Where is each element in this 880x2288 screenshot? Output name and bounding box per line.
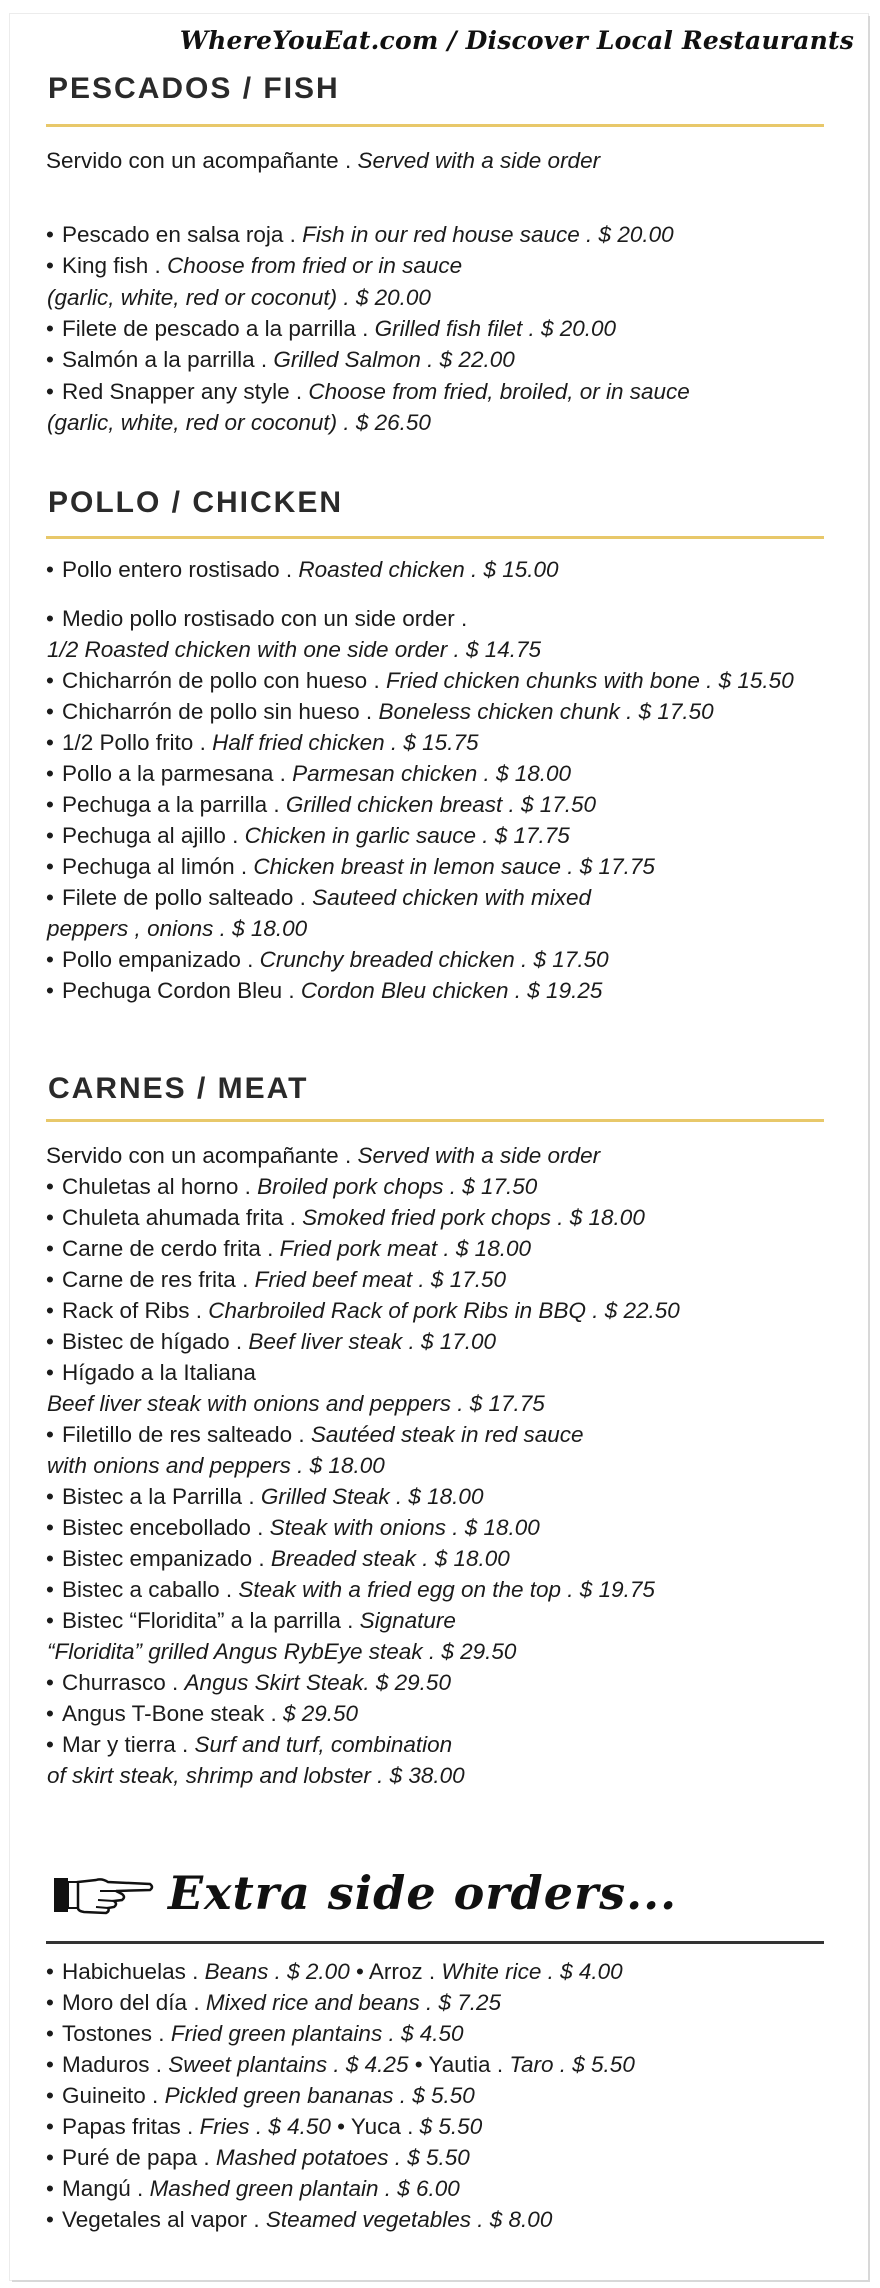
menu-item-line bbox=[46, 2083, 475, 2109]
bullet-icon: • bbox=[46, 1422, 54, 1447]
item-description: Fried beef meat . $ 17.50 bbox=[254, 1267, 506, 1292]
menu-item-line bbox=[46, 1298, 680, 1324]
item-name: Mangú . bbox=[62, 2176, 150, 2201]
bullet-icon: • bbox=[46, 2114, 54, 2139]
item-name: Medio pollo rostisado con un side order . bbox=[62, 606, 468, 631]
menu-item-line bbox=[46, 2114, 482, 2140]
item-name: Bistec de hígado . bbox=[62, 1329, 249, 1354]
bullet-icon: • bbox=[46, 1701, 54, 1726]
menu-item-line bbox=[46, 1546, 510, 1572]
menu-item-line bbox=[46, 1236, 531, 1262]
menu-item-line bbox=[46, 854, 655, 880]
menu-item-line bbox=[46, 1959, 623, 1985]
bullet-icon: • bbox=[46, 1174, 54, 1199]
item-name: Vegetales al vapor . bbox=[62, 2207, 266, 2232]
item-description: Sautéed steak in red sauce bbox=[310, 1422, 584, 1447]
bullet-icon: • bbox=[46, 2207, 54, 2232]
intro-english: Served with a side order bbox=[357, 1143, 601, 1168]
item-description: 1/2 Roasted chicken with one side order . $ 14.75 bbox=[47, 637, 542, 662]
menu-item-line bbox=[46, 379, 690, 405]
item-name: 1/2 Pollo frito . bbox=[62, 730, 213, 755]
item-description: (garlic, white, red or coconut) . $ 26.50 bbox=[47, 409, 431, 435]
bullet-icon: • bbox=[46, 2176, 54, 2201]
item-description: Fried pork meat . $ 18.00 bbox=[279, 1236, 531, 1261]
menu-item-line bbox=[46, 947, 609, 973]
item-name: Salmón a la parrilla . bbox=[62, 347, 274, 373]
menu-item-line bbox=[46, 1422, 584, 1448]
section-rule bbox=[46, 124, 824, 127]
item-name: Bistec encebollado . bbox=[62, 1515, 270, 1540]
item-name: Chuleta ahumada frita . bbox=[62, 1205, 303, 1230]
bullet-icon: • bbox=[46, 315, 54, 341]
menu-item-line bbox=[46, 1608, 456, 1634]
item-description: Sweet plantains . $ 4.25 bbox=[168, 2052, 415, 2077]
menu-item-line bbox=[46, 557, 559, 583]
item-name: Pollo entero rostisado . bbox=[62, 557, 299, 582]
item-description: Angus Skirt Steak. $ 29.50 bbox=[184, 1670, 451, 1695]
item-description: with onions and peppers . $ 18.00 bbox=[47, 1453, 385, 1478]
bullet-icon: • bbox=[46, 2145, 54, 2170]
menu-item-line bbox=[46, 668, 794, 694]
bullet-icon: • bbox=[46, 2052, 54, 2077]
section-title-meat: CARNES / MEAT bbox=[48, 1072, 309, 1105]
item-name: Bistec “Floridita” a la parrilla . bbox=[62, 1608, 360, 1633]
menu-item-line bbox=[46, 1360, 256, 1386]
bullet-icon: • bbox=[46, 978, 54, 1003]
item-description: Charbroiled Rack of pork Ribs in BBQ . $ 22.50 bbox=[208, 1298, 680, 1323]
item-description: Steak with a fried egg on the top . $ 19.75 bbox=[238, 1577, 655, 1602]
bullet-icon: • bbox=[46, 1732, 54, 1757]
item-description: Smoked fried pork chops . $ 18.00 bbox=[302, 1205, 645, 1230]
bullet-icon: • bbox=[46, 1360, 54, 1385]
item-name: Carne de res frita . bbox=[62, 1267, 255, 1292]
item-name: Filete de pescado a la parrilla . bbox=[62, 315, 375, 341]
item-description: Taro . $ 5.50 bbox=[509, 2052, 635, 2077]
bullet-icon: • bbox=[46, 253, 54, 279]
item-description: (garlic, white, red or coconut) . $ 20.00 bbox=[47, 284, 431, 310]
menu-item-line bbox=[46, 1732, 452, 1758]
menu-item-line bbox=[46, 1267, 506, 1293]
section-rule bbox=[46, 536, 824, 539]
menu-item-line bbox=[46, 2145, 470, 2171]
item-name: Papas fritas . bbox=[62, 2114, 200, 2139]
item-name: Filete de pollo salteado . bbox=[62, 885, 313, 910]
section-title-sides: Extra side orders... bbox=[168, 1866, 678, 1920]
menu-item-line bbox=[46, 1577, 655, 1603]
bullet-icon: • bbox=[46, 730, 54, 755]
menu-item-line bbox=[46, 1701, 358, 1727]
item-description: Boneless chicken chunk . $ 17.50 bbox=[378, 699, 714, 724]
menu-item-line bbox=[47, 1639, 516, 1665]
item-description: Parmesan chicken . $ 18.00 bbox=[292, 761, 572, 786]
item-description: Signature bbox=[359, 1608, 456, 1633]
item-description: Chicken in garlic sauce . $ 17.75 bbox=[244, 823, 570, 848]
section-rule bbox=[46, 1119, 824, 1122]
intro-english: Served with a side order bbox=[357, 148, 601, 173]
menu-item-line bbox=[46, 2052, 635, 2078]
bullet-icon: • bbox=[46, 1298, 54, 1323]
menu-item-line bbox=[46, 2021, 464, 2047]
item-name: Pechuga Cordon Bleu . bbox=[62, 978, 301, 1003]
bullet-icon: • bbox=[46, 823, 54, 848]
item-name: Churrasco . bbox=[62, 1670, 185, 1695]
item-name: Habichuelas . bbox=[62, 1959, 205, 1984]
menu-item-line bbox=[46, 792, 596, 818]
item-name: Chicharrón de pollo con hueso . bbox=[62, 668, 386, 693]
bullet-icon: • bbox=[46, 1205, 54, 1230]
bullet-icon: • bbox=[46, 222, 54, 247]
item-description: Beef liver steak . $ 17.00 bbox=[248, 1329, 497, 1354]
item-description: Steak with onions . $ 18.00 bbox=[269, 1515, 540, 1540]
menu-item-line bbox=[46, 1174, 537, 1200]
item-name: Pechuga al limón . bbox=[62, 854, 254, 879]
item-description: Sauteed chicken with mixed bbox=[312, 885, 592, 910]
item-description: Fried green plantains . $ 4.50 bbox=[170, 2021, 464, 2046]
item-name: Maduros . bbox=[62, 2052, 169, 2077]
item-description: of skirt steak, shrimp and lobster . $ 38.00 bbox=[47, 1763, 465, 1788]
bullet-icon: • bbox=[46, 1546, 54, 1571]
item-description: Mashed green plantain . $ 6.00 bbox=[149, 2176, 460, 2201]
item-description: Grilled Steak . $ 18.00 bbox=[260, 1484, 484, 1509]
item-name: • Yuca . bbox=[337, 2114, 420, 2139]
menu-item-line bbox=[46, 2176, 460, 2202]
bullet-icon: • bbox=[46, 557, 54, 582]
bullet-icon: • bbox=[46, 1484, 54, 1509]
item-description: Surf and turf, combination bbox=[194, 1732, 453, 1757]
menu-item-line bbox=[47, 1763, 465, 1789]
item-name: Puré de papa . bbox=[62, 2145, 216, 2170]
menu-item-line bbox=[47, 637, 541, 663]
item-name: • Yautia . bbox=[414, 2052, 510, 2077]
item-name: Chicharrón de pollo sin hueso . bbox=[62, 699, 379, 724]
bullet-icon: • bbox=[46, 347, 54, 373]
item-description: Steamed vegetables . $ 8.00 bbox=[265, 2207, 553, 2232]
item-description: Choose from fried or in sauce bbox=[167, 253, 463, 279]
bullet-icon: • bbox=[46, 668, 54, 693]
bullet-icon: • bbox=[46, 885, 54, 910]
item-name: Pollo a la parmesana . bbox=[62, 761, 293, 786]
menu-item-line bbox=[46, 730, 478, 756]
item-name: Chuletas al horno . bbox=[62, 1174, 258, 1199]
item-description: Chicken breast in lemon sauce . $ 17.75 bbox=[253, 854, 655, 879]
section-rule bbox=[46, 1941, 824, 1944]
site-banner: WhereYouEat.com / Discover Local Restaurants bbox=[179, 26, 854, 55]
menu-item-line bbox=[46, 761, 571, 787]
bullet-icon: • bbox=[46, 606, 54, 631]
menu-item-line bbox=[47, 410, 431, 436]
menu-item-line bbox=[46, 222, 674, 248]
bullet-icon: • bbox=[46, 947, 54, 972]
menu-item-line bbox=[47, 916, 307, 942]
item-description: Roasted chicken . $ 15.00 bbox=[298, 557, 559, 582]
intro-spanish: Servido con un acompañante . bbox=[46, 148, 358, 173]
item-description: Grilled Salmon . $ 22.00 bbox=[273, 347, 515, 373]
item-description: Mixed rice and beans . $ 7.25 bbox=[205, 1990, 502, 2015]
item-name: Filetillo de res salteado . bbox=[62, 1422, 311, 1447]
item-name: Carne de cerdo frita . bbox=[62, 1236, 280, 1261]
menu-item-line bbox=[46, 606, 467, 632]
menu-item-line bbox=[46, 885, 591, 911]
item-name: Red Snapper any style . bbox=[62, 378, 309, 404]
bullet-icon: • bbox=[46, 1236, 54, 1261]
menu-item-line bbox=[46, 978, 602, 1004]
section-intro-fish bbox=[46, 148, 600, 174]
item-description: Half fried chicken . $ 15.75 bbox=[212, 730, 479, 755]
item-description: Crunchy breaded chicken . $ 17.50 bbox=[259, 947, 609, 972]
menu-item-line bbox=[47, 1391, 545, 1417]
item-description: peppers , onions . $ 18.00 bbox=[47, 916, 308, 941]
menu-item-line bbox=[46, 316, 616, 342]
item-name: King fish . bbox=[62, 253, 168, 279]
section-title-fish: PESCADOS / FISH bbox=[48, 72, 340, 105]
menu-item-line bbox=[46, 1484, 483, 1510]
item-description: Cordon Bleu chicken . $ 19.25 bbox=[300, 978, 603, 1003]
menu-item-line bbox=[46, 1990, 501, 2016]
item-description: Choose from fried, broiled, or in sauce bbox=[308, 378, 690, 404]
section-intro-meat bbox=[46, 1143, 600, 1169]
item-name: Pescado en salsa roja . bbox=[62, 222, 303, 247]
item-description: White rice . $ 4.00 bbox=[441, 1959, 623, 1984]
item-description: Breaded steak . $ 18.00 bbox=[270, 1546, 510, 1571]
item-description: Pickled green bananas . $ 5.50 bbox=[164, 2083, 475, 2108]
item-description: $ 5.50 bbox=[419, 2114, 483, 2139]
item-description: Fried chicken chunks with bone . $ 15.50 bbox=[385, 668, 794, 693]
item-name: Moro del día . bbox=[62, 1990, 206, 2015]
intro-spanish: Servido con un acompañante . bbox=[46, 1143, 358, 1168]
bullet-icon: • bbox=[46, 1959, 54, 1984]
section-title-chicken: POLLO / CHICKEN bbox=[48, 486, 344, 519]
menu-item-line bbox=[46, 823, 570, 849]
bullet-icon: • bbox=[46, 2083, 54, 2108]
item-name: Angus T-Bone steak . bbox=[62, 1701, 283, 1726]
menu-item-line bbox=[46, 699, 714, 725]
bullet-icon: • bbox=[46, 761, 54, 786]
item-name: Pechuga al ajillo . bbox=[62, 823, 245, 848]
bullet-icon: • bbox=[46, 1990, 54, 2015]
item-name: • Arroz . bbox=[355, 1959, 442, 1984]
menu-item-line bbox=[46, 347, 515, 373]
item-description: Fries . $ 4.50 bbox=[199, 2114, 338, 2139]
menu-item-line bbox=[47, 285, 431, 311]
item-name: Bistec a caballo . bbox=[62, 1577, 239, 1602]
bullet-icon: • bbox=[46, 1577, 54, 1602]
bullet-icon: • bbox=[46, 1670, 54, 1695]
menu-item-line bbox=[46, 1205, 645, 1231]
menu-item-line bbox=[46, 2207, 552, 2233]
bullet-icon: • bbox=[46, 699, 54, 724]
item-description: Grilled chicken breast . $ 17.50 bbox=[285, 792, 597, 817]
menu-item-line bbox=[46, 253, 462, 279]
pointing-hand-icon bbox=[52, 1870, 154, 1916]
item-name: Guineito . bbox=[62, 2083, 165, 2108]
menu-item-line bbox=[46, 1329, 496, 1355]
menu-item-line bbox=[46, 1515, 540, 1541]
bullet-icon: • bbox=[46, 1329, 54, 1354]
menu-item-line bbox=[47, 1453, 385, 1479]
bullet-icon: • bbox=[46, 2021, 54, 2046]
bullet-icon: • bbox=[46, 792, 54, 817]
item-name: Pollo empanizado . bbox=[62, 947, 260, 972]
item-description: Beef liver steak with onions and peppers . $ 17.75 bbox=[47, 1391, 545, 1416]
item-name: Rack of Ribs . bbox=[62, 1298, 209, 1323]
item-name: Hígado a la Italiana bbox=[62, 1360, 256, 1385]
item-description: Beans . $ 2.00 bbox=[204, 1959, 356, 1984]
item-name: Mar y tierra . bbox=[62, 1732, 195, 1757]
item-name: Bistec a la Parrilla . bbox=[62, 1484, 261, 1509]
menu-item-line bbox=[46, 1670, 451, 1696]
item-description: Mashed potatoes . $ 5.50 bbox=[215, 2145, 470, 2170]
item-description: Grilled fish filet . $ 20.00 bbox=[374, 315, 617, 341]
item-description: Fish in our red house sauce . $ 20.00 bbox=[302, 222, 674, 247]
bullet-icon: • bbox=[46, 1608, 54, 1633]
item-description: Broiled pork chops . $ 17.50 bbox=[257, 1174, 538, 1199]
bullet-icon: • bbox=[46, 854, 54, 879]
bullet-icon: • bbox=[46, 1515, 54, 1540]
item-description: $ 29.50 bbox=[282, 1701, 359, 1726]
item-name: Bistec empanizado . bbox=[62, 1546, 271, 1571]
item-name: Pechuga a la parrilla . bbox=[62, 792, 286, 817]
bullet-icon: • bbox=[46, 378, 54, 404]
bullet-icon: • bbox=[46, 1267, 54, 1292]
item-description: “Floridita” grilled Angus RybEye steak . $ 29.50 bbox=[47, 1639, 517, 1664]
item-name: Tostones . bbox=[62, 2021, 171, 2046]
